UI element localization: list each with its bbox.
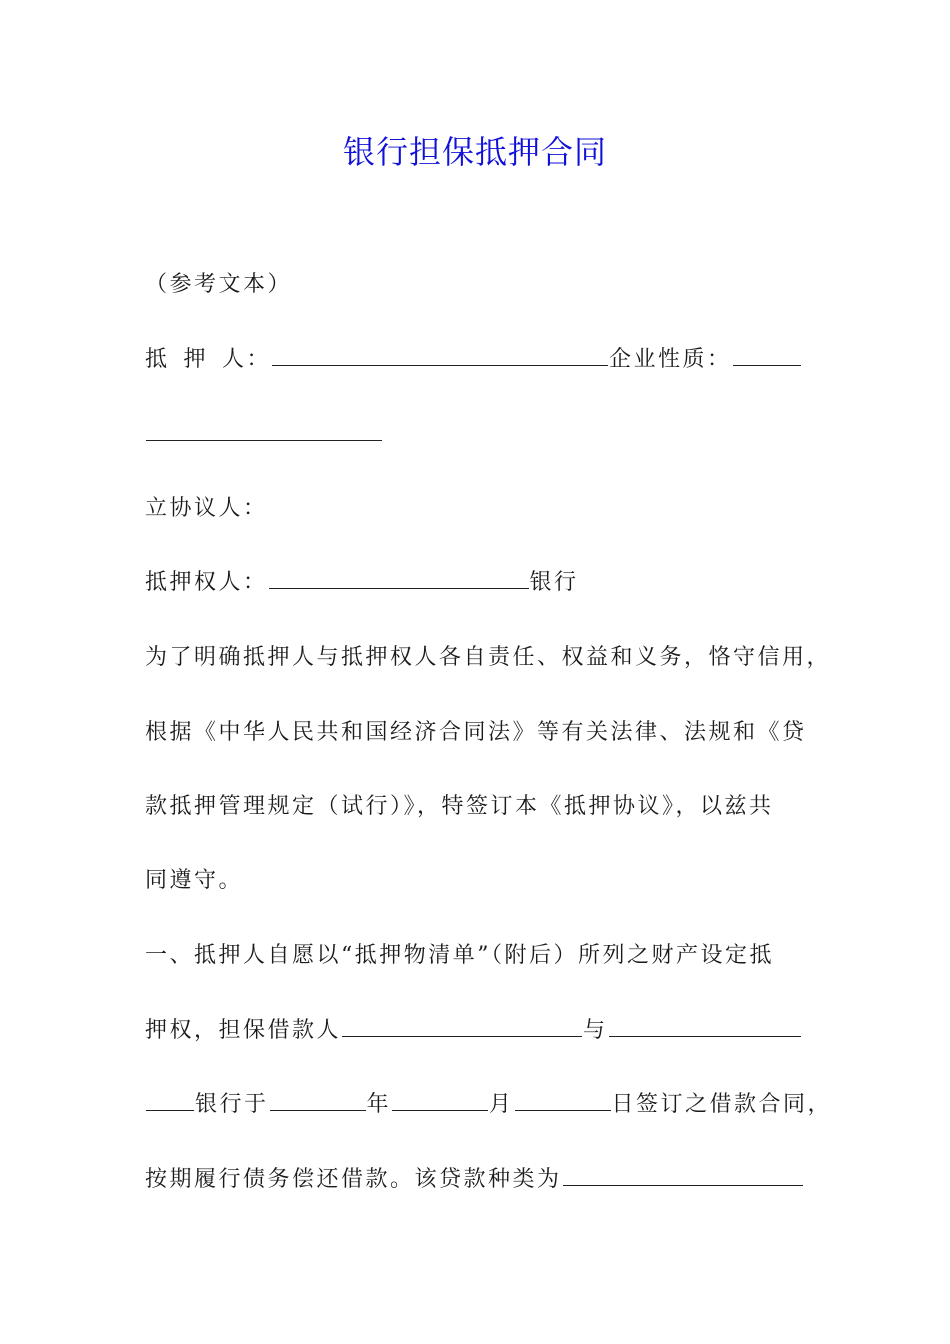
mortgagee-line [145,566,579,600]
parties-label: 立协议人： [145,496,268,521]
month-blank[interactable] [392,1088,488,1111]
preamble-line-3: 款抵押管理规定（试行）》，特签订本《抵押协议》，以兹共 [145,794,774,819]
mortgagor-line [145,343,802,377]
preamble-line-2: 根据《中华人民共和国经济合同法》等有关法律、法规和《贷 [145,720,807,745]
document-title: 银行担保抵押合同 [342,133,607,171]
clause1-line3-month: 月 [489,1092,514,1117]
clause1-line3-text-d: 日签订之借款合同， [611,1092,833,1117]
bank-name-blank[interactable] [609,1014,801,1037]
mortgagor-name-blank[interactable] [272,343,608,366]
preamble-line-4: 同遵守。 [145,868,244,893]
enterprise-nature-blank-continued[interactable] [146,418,382,441]
mortgagor-label-c: 人： [222,347,272,372]
clause1-line-4 [145,1163,804,1197]
clause1-line-3 [145,1088,832,1122]
reference-note: （参考文本） [145,272,293,297]
clause1-line-2 [145,1014,802,1048]
mortgagee-label: 抵押权人： [145,570,268,595]
day-blank[interactable] [515,1088,611,1111]
enterprise-nature-label: 企业性质： [609,347,732,372]
mortgagor-label-a: 抵 [145,347,170,372]
borrower-blank[interactable] [342,1014,582,1037]
clause1-line3-text-a: 银行于 [195,1092,269,1117]
clause1-line2-text-a: 押权，担保借款人 [145,1018,342,1043]
mortgagor-label-b: 押 [183,347,209,372]
loan-type-blank[interactable] [563,1163,803,1186]
bank-name-blank-continued[interactable] [146,1088,194,1111]
clause1-line4-text: 按期履行债务偿还借款。该贷款种类为 [145,1167,562,1192]
clause1-line2-text-b: 与 [583,1018,608,1043]
enterprise-nature-blank[interactable] [733,343,801,366]
mortgagee-name-blank[interactable] [269,566,529,589]
preamble-line-1: 为了明确抵押人与抵押权人各自责任、权益和义务，恪守信用， [145,645,832,670]
clause1-line-1: 一、抵押人自愿以“抵押物清单”（附后）所列之财产设定抵 [145,943,774,968]
enterprise-nature-continuation [145,418,383,452]
mortgagee-suffix: 银行 [529,570,579,595]
clause1-line3-year: 年 [366,1092,392,1117]
year-blank[interactable] [270,1088,366,1111]
